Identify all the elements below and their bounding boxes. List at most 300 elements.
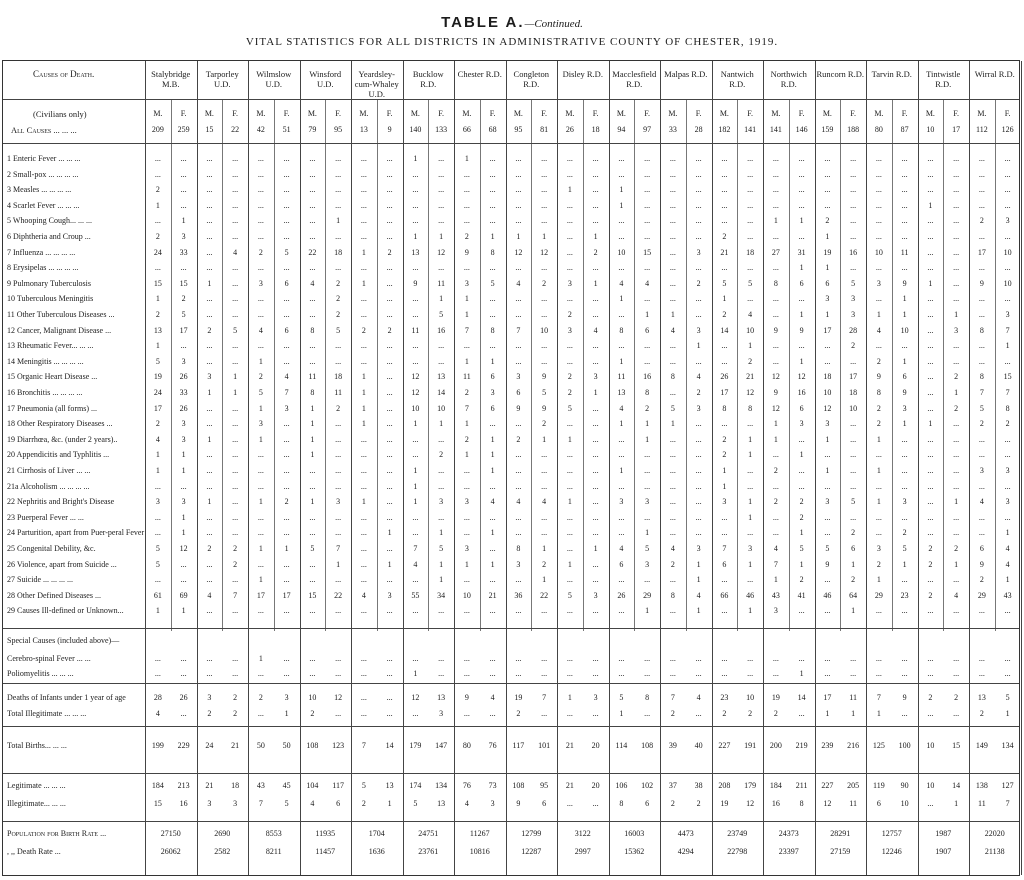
cause-row-value: ... — [412, 356, 419, 366]
cause-row-value: 5 — [645, 544, 650, 553]
district-header: Runcorn R.D. — [816, 69, 864, 79]
cause-row-value: 1 — [645, 528, 650, 538]
cause-row-value: ... — [875, 232, 882, 241]
cause-row-value: 4 — [696, 590, 701, 600]
cause-row-value: ... — [953, 528, 960, 538]
cause-row-value: 1 — [258, 575, 263, 585]
cause-row-value: ... — [515, 575, 522, 585]
cause-row-value: ... — [309, 200, 316, 210]
cause-row-value: ... — [850, 419, 857, 429]
cause-row-value: ... — [463, 575, 470, 585]
cause-row-value: 4 — [361, 590, 366, 600]
cause-row-value: 5 — [799, 544, 804, 553]
special-cause-row-value: ... — [747, 669, 754, 678]
all-causes-total: 42 — [256, 125, 265, 134]
cause-row-value: 6 — [902, 372, 907, 382]
population-death-value: 11457 — [315, 847, 336, 856]
cause-row-value: 1 — [155, 450, 160, 460]
cause-row-value: ... — [412, 263, 419, 273]
legitimate-births-row-value: 73 — [488, 781, 497, 790]
infant-illegitimate-row-value: 2 — [670, 709, 675, 718]
cause-row-value: ... — [386, 481, 393, 491]
cause-row-value: ... — [850, 450, 857, 460]
cause-row-value: 1 — [799, 310, 804, 319]
cause-row-value: 2 — [361, 325, 366, 335]
cause-row-value: ... — [489, 575, 496, 585]
cause-row-value: 27 — [771, 247, 780, 257]
cause-row-value: ... — [721, 154, 728, 163]
cause-row-value: 2 — [902, 528, 907, 538]
cause-row-value: 22 — [540, 590, 549, 600]
population-death-value: 23397 — [778, 847, 799, 856]
cause-row-value: ... — [618, 606, 625, 616]
cause-row-value: 2 — [464, 434, 469, 444]
illegitimate-births-row-value: 2 — [696, 799, 701, 808]
cause-row-value: 1 — [464, 419, 469, 429]
cause-row-value: ... — [850, 232, 857, 241]
cause-row-value: 17 — [720, 388, 729, 397]
female-column-header: F. — [644, 109, 651, 118]
cause-row-value: ... — [875, 528, 882, 538]
cause-row-value: 7 — [1005, 388, 1010, 397]
infant-deaths-row-value: 8 — [645, 693, 650, 702]
cause-row-value: 9 — [542, 372, 547, 382]
cause-row-value: 1 — [310, 450, 315, 460]
cause-row-value: 8 — [670, 372, 675, 382]
cause-row-value: 1 — [696, 575, 701, 585]
cause-row-value: ... — [386, 169, 393, 179]
cause-row-value: 5 — [439, 544, 444, 553]
cause-row-value: 3 — [1005, 216, 1010, 226]
cause-row-value: 2 — [387, 247, 392, 257]
legitimate-births-row-value: 106 — [615, 781, 628, 790]
cause-row-value: ... — [824, 481, 831, 491]
cause-row-label: 23 Puerperal Fever ... ... — [7, 512, 84, 522]
cause-row-value: 1 — [207, 278, 212, 288]
male-column-header: M. — [616, 109, 626, 118]
cause-row-value: 4 — [979, 497, 984, 507]
cause-row-value: 1 — [851, 559, 856, 569]
cause-row-value: 4 — [155, 434, 160, 444]
cause-row-value: 33 — [179, 247, 188, 257]
cause-row-value: ... — [515, 263, 522, 273]
cause-row-value: ... — [644, 512, 651, 522]
population-birth-value: 28291 — [830, 829, 851, 838]
cause-row-value: 29 — [874, 590, 883, 600]
legitimate-births-row-value: 138 — [975, 781, 988, 790]
cause-row-value: ... — [489, 512, 496, 522]
total-births-row-value: 191 — [744, 741, 757, 750]
cause-row-value: 1 — [181, 512, 186, 522]
cause-row-value: 2 — [928, 559, 933, 569]
cause-row-value: ... — [669, 575, 676, 585]
cause-row-value: ... — [927, 341, 934, 351]
cause-row-value: 3 — [825, 497, 830, 507]
cause-row-value: ... — [927, 450, 934, 460]
cause-row-value: 2 — [155, 310, 160, 319]
cause-row-value: ... — [515, 481, 522, 491]
cause-row-value: 1 — [593, 232, 598, 241]
cause-row-value: ... — [875, 154, 882, 163]
special-cause-row-value: 1 — [413, 669, 418, 678]
cause-row-value: ... — [953, 185, 960, 195]
cause-row-value: 8 — [876, 388, 881, 397]
cause-row-value: ... — [360, 263, 367, 273]
cause-row-value: 2 — [748, 356, 753, 366]
infant-illegitimate-row-value: ... — [566, 709, 573, 718]
cause-row-value: 22 — [308, 247, 317, 257]
all-causes-total: 209 — [151, 125, 164, 134]
cause-row-value: ... — [901, 200, 908, 210]
special-cause-row-value: ... — [875, 669, 882, 678]
cause-row-label: 9 Pulmonary Tuberculosis — [7, 278, 92, 288]
cause-row-value: ... — [232, 450, 239, 460]
cause-row-value: 1 — [258, 434, 263, 444]
cause-row-value: ... — [669, 466, 676, 475]
male-column-header: M. — [410, 109, 420, 118]
cause-row-value: ... — [438, 185, 445, 195]
cause-row-value: ... — [798, 294, 805, 304]
cause-row-value: 9 — [464, 247, 469, 257]
cause-row-value: ... — [695, 185, 702, 195]
cause-row-value: ... — [232, 528, 239, 538]
all-causes-total: 33 — [668, 125, 677, 134]
cause-row-value: ... — [386, 450, 393, 460]
cause-row-value: 6 — [619, 559, 624, 569]
cause-row-value: 15 — [308, 590, 317, 600]
cause-row-value: ... — [953, 232, 960, 241]
cause-row-value: ... — [669, 528, 676, 538]
special-cause-row-value: ... — [489, 654, 496, 663]
cause-row-label: 7 Influenza ... ... ... ... — [7, 247, 76, 257]
cause-row-value: ... — [592, 450, 599, 460]
infant-illegitimate-row-value: 1 — [284, 709, 289, 718]
cause-row-value: 1 — [902, 310, 907, 319]
cause-row-value: ... — [875, 185, 882, 195]
cause-row-value: ... — [592, 481, 599, 491]
cause-row-value: ... — [824, 185, 831, 195]
cause-row-value: ... — [927, 294, 934, 304]
special-cause-row-value: ... — [875, 654, 882, 663]
cause-row-value: 8 — [516, 544, 521, 553]
cause-row-value: 1 — [696, 606, 701, 616]
special-cause-row-value: 1 — [258, 654, 263, 663]
special-cause-row-value: ... — [850, 669, 857, 678]
cause-row-value: ... — [335, 466, 342, 475]
cause-row-value: ... — [592, 497, 599, 507]
cause-row-value: ... — [206, 263, 213, 273]
cause-row-value: ... — [541, 341, 548, 351]
cause-row-value: ... — [772, 200, 779, 210]
cause-row-value: 1 — [310, 434, 315, 444]
total-births-row-value: 108 — [306, 741, 319, 750]
special-cause-row-value: ... — [695, 669, 702, 678]
cause-row-value: 1 — [619, 419, 624, 429]
cause-row-value: 1 — [954, 310, 959, 319]
cause-row-value: ... — [541, 169, 548, 179]
cause-row-value: 1 — [773, 434, 778, 444]
female-column-header: F. — [180, 109, 187, 118]
cause-row-value: ... — [953, 575, 960, 585]
special-cause-row-value: ... — [232, 669, 239, 678]
cause-row-value: ... — [309, 341, 316, 351]
cause-row-value: ... — [309, 232, 316, 241]
cause-row-value: 2 — [979, 216, 984, 226]
cause-row-value: ... — [360, 575, 367, 585]
cause-row-value: 1 — [799, 528, 804, 538]
population-death-value: 12287 — [521, 847, 542, 856]
legitimate-births-row-value: 117 — [332, 781, 344, 790]
cause-row-value: ... — [335, 606, 342, 616]
district-header: Bucklow R.D. — [412, 69, 444, 89]
cause-row-value: ... — [875, 216, 882, 226]
all-causes-total: 22 — [231, 125, 240, 134]
illegitimate-births-row-value: 11 — [849, 799, 857, 808]
cause-row-value: 1 — [928, 278, 933, 288]
illegitimate-births-row-value: 7 — [258, 799, 263, 808]
row-divider — [3, 683, 1019, 684]
cause-row-value: ... — [798, 154, 805, 163]
cause-row-value: ... — [386, 185, 393, 195]
special-cause-row-value: ... — [978, 669, 985, 678]
cause-row-value: 5 — [181, 310, 186, 319]
cause-row-value: 12 — [540, 247, 549, 257]
cause-row-label: 10 Tuberculous Meningitis — [7, 294, 94, 304]
cause-row-value: ... — [566, 544, 573, 553]
table-subtitle: VITAL STATISTICS FOR ALL DISTRICTS IN ADMINISTRATIVE COUNTY OF CHESTER, 1919. — [245, 36, 779, 48]
district-header: Tintwistle R.D. — [926, 69, 961, 89]
cause-row-value: 2 — [155, 232, 160, 241]
cause-row-value: ... — [232, 185, 239, 195]
cause-row-value: ... — [953, 154, 960, 163]
cause-row-value: ... — [283, 232, 290, 241]
cause-row-value: 1 — [567, 559, 572, 569]
cause-row-value: 3 — [516, 559, 521, 569]
special-cause-row-label: Cerebro-spinal Fever ... ... — [7, 654, 91, 663]
cause-row-value: ... — [309, 559, 316, 569]
total-births-row-value: 20 — [591, 741, 600, 750]
cause-row-value: ... — [386, 356, 393, 366]
cause-row-value: ... — [335, 154, 342, 163]
special-cause-row-value: ... — [309, 654, 316, 663]
cause-row-value: ... — [592, 310, 599, 319]
cause-row-label: 22 Nephritis and Bright's Disease — [7, 497, 115, 507]
cause-row-value: ... — [438, 341, 445, 351]
cause-row-value: 3 — [181, 434, 186, 444]
cause-row-value: ... — [566, 247, 573, 257]
infant-deaths-row-value: 2 — [928, 693, 933, 702]
cause-row-value: 21 — [720, 247, 729, 257]
cause-row-value: 13 — [617, 388, 626, 397]
female-column-header: F. — [489, 109, 496, 118]
cause-row-value: ... — [489, 419, 496, 429]
legitimate-births-row-value: 179 — [744, 781, 757, 790]
cause-row-value: 5 — [748, 278, 753, 288]
infant-illegitimate-row-value: 1 — [825, 709, 830, 718]
special-cause-row-value: ... — [953, 669, 960, 678]
cause-row-value: 12 — [411, 388, 420, 397]
cause-row-value: 29 — [643, 590, 652, 600]
cause-row-value: ... — [283, 294, 290, 304]
cause-row-value: ... — [669, 216, 676, 226]
special-cause-row-value: ... — [154, 654, 161, 663]
cause-row-value: 16 — [849, 247, 858, 257]
cause-row-value: 1 — [799, 559, 804, 569]
cause-row-value: ... — [695, 497, 702, 507]
cause-row-value: ... — [257, 481, 264, 491]
cause-row-label: 18 Other Respiratory Diseases ... — [7, 419, 113, 429]
male-column-header: M. — [771, 109, 781, 118]
cause-row-value: ... — [669, 232, 676, 241]
cause-row-value: ... — [257, 185, 264, 195]
cause-row-value: ... — [695, 216, 702, 226]
cause-row-value: ... — [901, 341, 908, 351]
cause-row-value: ... — [283, 154, 290, 163]
cause-row-value: 1 — [490, 559, 495, 569]
cause-row-value: ... — [695, 154, 702, 163]
cause-row-value: 11 — [334, 388, 342, 397]
cause-row-value: ... — [386, 466, 393, 475]
special-cause-row-value: ... — [386, 669, 393, 678]
cause-row-value: 5 — [851, 278, 856, 288]
cause-row-value: ... — [206, 512, 213, 522]
cause-row-value: ... — [257, 169, 264, 179]
cause-row-value: ... — [515, 606, 522, 616]
male-column-header: M. — [822, 109, 832, 118]
cause-row-value: ... — [154, 154, 161, 163]
cause-row-value: 3 — [876, 278, 881, 288]
special-cause-row-value: ... — [283, 654, 290, 663]
cause-row-value: 1 — [954, 497, 959, 507]
total-births-row-value: 200 — [769, 741, 782, 750]
total-births-row-value: 216 — [847, 741, 860, 750]
infant-illegitimate-row-value: 1 — [1005, 709, 1010, 718]
cause-row-value: ... — [618, 341, 625, 351]
cause-row-value: ... — [515, 216, 522, 226]
special-cause-row-value: ... — [824, 669, 831, 678]
cause-row-value: 6 — [516, 388, 521, 397]
cause-row-value: ... — [232, 310, 239, 319]
cause-row-value: 2 — [284, 497, 289, 507]
cause-row-value: ... — [335, 512, 342, 522]
cause-row-value: 2 — [336, 310, 341, 319]
cause-row-value: 1 — [413, 481, 418, 491]
cause-row-value: ... — [232, 216, 239, 226]
cause-row-value: 4 — [284, 372, 289, 382]
cause-row-value: ... — [489, 294, 496, 304]
cause-row-value: ... — [232, 356, 239, 366]
cause-row-value: ... — [798, 606, 805, 616]
cause-row-value: 19 — [153, 372, 162, 382]
cause-row-value: 5 — [258, 388, 263, 397]
all-causes-total: 95 — [514, 125, 523, 134]
legitimate-births-row-value: 127 — [1001, 781, 1014, 790]
illegitimate-births-row-value: ... — [592, 799, 599, 808]
cause-row-value: ... — [644, 185, 651, 195]
cause-row-value: ... — [412, 450, 419, 460]
cause-row-value: 1 — [439, 294, 444, 304]
cause-row-value: ... — [489, 154, 496, 163]
illegitimate-births-row-value: 16 — [179, 799, 188, 808]
cause-row-value: ... — [386, 232, 393, 241]
cause-row-value: ... — [386, 372, 393, 382]
cause-row-value: ... — [824, 200, 831, 210]
cause-row-value: ... — [772, 356, 779, 366]
cause-row-value: ... — [875, 512, 882, 522]
cause-row-value: ... — [669, 185, 676, 195]
illegitimate-births-row-value: 11 — [978, 799, 986, 808]
cause-row-value: 10 — [746, 325, 755, 335]
district-header: Tarporley U.D. — [205, 69, 239, 89]
cause-row-value: 1 — [748, 497, 753, 507]
cause-row-value: ... — [927, 232, 934, 241]
cause-row-value: ... — [875, 450, 882, 460]
special-cause-row-value: ... — [515, 654, 522, 663]
infant-deaths-row-value: 3 — [284, 693, 289, 702]
cause-row-value: ... — [721, 169, 728, 179]
cause-row-value: 4 — [619, 278, 624, 288]
infant-illegitimate-row-value: ... — [927, 709, 934, 718]
special-cause-row-value: ... — [927, 669, 934, 678]
cause-row-value: ... — [875, 169, 882, 179]
cause-row-value: ... — [206, 247, 213, 257]
cause-row-value: ... — [695, 466, 702, 475]
cause-row-value: 1 — [799, 450, 804, 460]
cause-row-value: ... — [283, 606, 290, 616]
cause-row-value: ... — [541, 200, 548, 210]
cause-row-value: 1 — [361, 278, 366, 288]
cause-row-value: 22 — [334, 590, 343, 600]
special-cause-row-value: ... — [438, 654, 445, 663]
special-cause-row-value: 1 — [799, 669, 804, 678]
all-causes-total: 188 — [847, 125, 860, 134]
cause-row-value: ... — [515, 419, 522, 429]
population-birth-value: 24373 — [778, 829, 799, 838]
special-cause-row-value: ... — [515, 669, 522, 678]
cause-row-value: 1 — [258, 356, 263, 366]
cause-row-value: ... — [515, 294, 522, 304]
infant-deaths-row-value: 5 — [619, 693, 624, 702]
cause-row-value: ... — [953, 247, 960, 257]
cause-row-value: 1 — [181, 466, 186, 475]
cause-row-value: ... — [206, 294, 213, 304]
cause-row-value: ... — [772, 263, 779, 273]
special-cause-row-value: ... — [644, 669, 651, 678]
female-column-header: F. — [438, 109, 445, 118]
cause-row-value: 2 — [258, 372, 263, 382]
cause-row-value: ... — [438, 263, 445, 273]
infant-illegitimate-row-value: ... — [386, 709, 393, 718]
infant-deaths-row-value: 12 — [334, 693, 343, 702]
cause-row-label: 3 Measles ... ... ... ... — [7, 185, 72, 195]
cause-row-value: ... — [953, 200, 960, 210]
cause-row-value: ... — [927, 403, 934, 413]
cause-row-value: 7 — [413, 544, 418, 553]
cause-row-label: 28 Other Defined Diseases ... — [7, 590, 101, 600]
cause-row-value: 1 — [490, 466, 495, 475]
cause-row-value: 1 — [542, 575, 547, 585]
cause-row-value: ... — [489, 185, 496, 195]
legitimate-births-row-value: 205 — [847, 781, 860, 790]
cause-row-value: 2 — [336, 278, 341, 288]
cause-row-value: ... — [206, 466, 213, 475]
infant-deaths-row-value: 2 — [954, 693, 959, 702]
legitimate-births-row-value: 227 — [821, 781, 834, 790]
special-cause-row-value: ... — [360, 669, 367, 678]
cause-row-value: ... — [695, 450, 702, 460]
cause-row-value: ... — [180, 200, 187, 210]
cause-row-value: ... — [901, 232, 908, 241]
